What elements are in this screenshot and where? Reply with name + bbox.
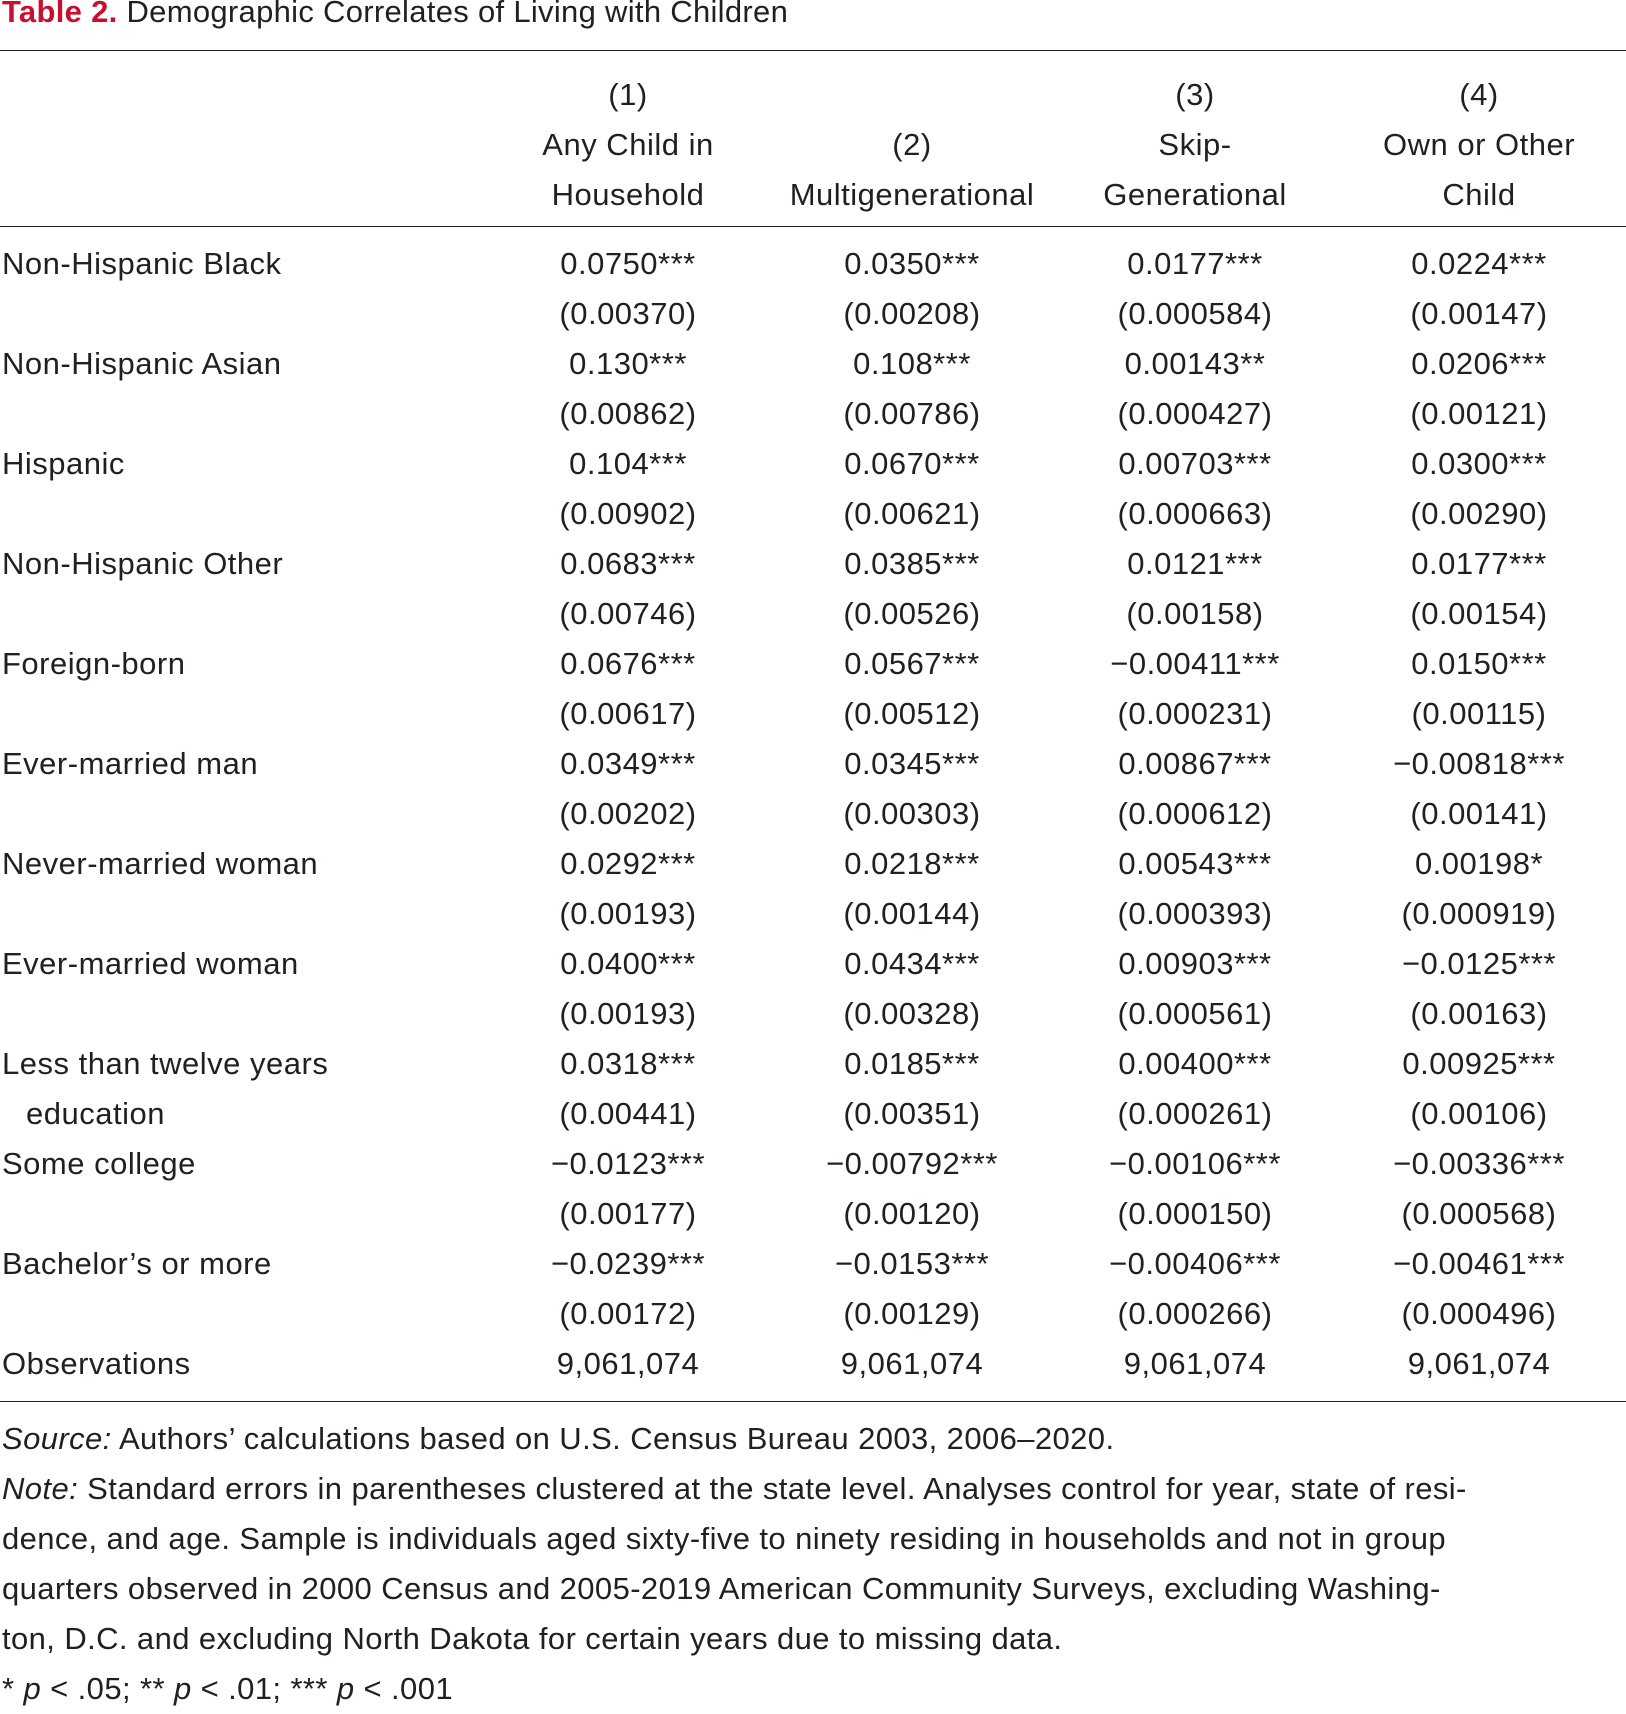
- row-label: Never-married woman: [2, 846, 319, 881]
- coef-cell: 0.108***: [853, 346, 971, 381]
- coef-cell: 0.130***: [569, 346, 687, 381]
- row-label: Non-Hispanic Black: [2, 246, 282, 281]
- coef-cell: 0.0177***: [1127, 246, 1263, 281]
- se-cell: (0.000150): [1117, 1196, 1273, 1231]
- sig-p: p: [23, 1671, 42, 1706]
- column-title-line1: Skip-: [1158, 127, 1232, 162]
- se-cell: (0.00158): [1126, 596, 1264, 631]
- table-row-coef: [0, 539, 1626, 589]
- coef-cell: 0.0185***: [844, 1046, 980, 1081]
- coef-cell: 0.0683***: [560, 546, 696, 581]
- se-cell: (0.00177): [559, 1196, 697, 1231]
- top-rule: [0, 50, 1626, 51]
- table-row-coef: [0, 339, 1626, 389]
- coef-cell: 0.0670***: [844, 446, 980, 481]
- coef-cell: 0.00903***: [1118, 946, 1272, 981]
- coef-cell: 0.0400***: [560, 946, 696, 981]
- se-cell: (0.00902): [559, 496, 697, 531]
- se-cell: (0.00163): [1410, 996, 1548, 1031]
- observations-cell: 9,061,074: [1407, 1346, 1551, 1381]
- table-caption: Demographic Correlates of Living with Children: [126, 0, 789, 29]
- table-row-se: [0, 1189, 1626, 1239]
- row-label: Some college: [2, 1146, 196, 1181]
- table-row-coef: [0, 939, 1626, 989]
- table-row-se: [0, 789, 1626, 839]
- coef-cell: 0.00198*: [1414, 846, 1544, 881]
- sig-text: < .01; ***: [191, 1671, 337, 1706]
- coef-cell: −0.00106***: [1109, 1146, 1281, 1181]
- se-cell: (0.00129): [843, 1296, 981, 1331]
- table-row-se: [0, 1089, 1626, 1139]
- se-cell: (0.00106): [1410, 1096, 1548, 1131]
- table-row-se: [0, 389, 1626, 439]
- header-rule: [0, 226, 1626, 227]
- se-cell: (0.00193): [559, 896, 697, 931]
- column-number: (4): [1459, 77, 1499, 112]
- se-cell: (0.00303): [843, 796, 981, 831]
- column-title-line2: Household: [551, 177, 705, 212]
- coef-cell: 0.0121***: [1127, 546, 1263, 581]
- coef-cell: −0.0239***: [550, 1246, 706, 1281]
- se-cell: (0.00526): [843, 596, 981, 631]
- se-cell: (0.000561): [1117, 996, 1273, 1031]
- table-title: [2, 0, 788, 34]
- table-row-coef: [0, 1139, 1626, 1189]
- coef-cell: 0.00867***: [1118, 746, 1272, 781]
- coef-cell: 0.0300***: [1411, 446, 1547, 481]
- coef-cell: 0.00543***: [1118, 846, 1272, 881]
- table-row-se: [0, 289, 1626, 339]
- source-note: [2, 1414, 1622, 1464]
- table-row-se: [0, 889, 1626, 939]
- table-row-se: [0, 1289, 1626, 1339]
- table-row-coef: [0, 739, 1626, 789]
- column-title-line2: Generational: [1103, 177, 1287, 212]
- table-row-coef: [0, 439, 1626, 489]
- se-cell: (0.000393): [1117, 896, 1273, 931]
- coef-cell: −0.0123***: [550, 1146, 706, 1181]
- note-line: [2, 1464, 1622, 1514]
- se-cell: (0.00621): [843, 496, 981, 531]
- coef-cell: 0.0434***: [844, 946, 980, 981]
- se-cell: (0.000231): [1117, 696, 1273, 731]
- se-cell: (0.000266): [1117, 1296, 1273, 1331]
- se-cell: (0.00141): [1410, 796, 1548, 831]
- coef-cell: 0.0350***: [844, 246, 980, 281]
- se-cell: (0.000612): [1117, 796, 1273, 831]
- column-title-line1: Own or Other: [1382, 127, 1576, 162]
- column-title-line1: Any Child in: [542, 127, 714, 162]
- table-row-coef: [0, 1039, 1626, 1089]
- se-cell: (0.000568): [1401, 1196, 1557, 1231]
- coef-cell: −0.0125***: [1401, 946, 1557, 981]
- column-spacer: [767, 70, 1057, 120]
- coef-cell: 0.0345***: [844, 746, 980, 781]
- se-cell: (0.000663): [1117, 496, 1273, 531]
- se-cell: (0.00617): [559, 696, 697, 731]
- coef-cell: 0.0218***: [844, 846, 980, 881]
- coef-cell: −0.0153***: [834, 1246, 990, 1281]
- bottom-rule: [0, 1401, 1626, 1402]
- se-cell: (0.00208): [843, 296, 981, 331]
- coef-cell: 0.0224***: [1411, 246, 1547, 281]
- table-row-coef: [0, 839, 1626, 889]
- coef-cell: 0.0676***: [560, 646, 696, 681]
- sig-p: p: [336, 1671, 355, 1706]
- se-cell: (0.000919): [1401, 896, 1557, 931]
- coef-cell: 0.0150***: [1411, 646, 1547, 681]
- row-label: Non-Hispanic Other: [2, 546, 284, 581]
- coef-cell: −0.00818***: [1393, 746, 1565, 781]
- row-label: Non-Hispanic Asian: [2, 346, 282, 381]
- note-label: Note:: [2, 1471, 79, 1506]
- observations-cell: 9,061,074: [556, 1346, 700, 1381]
- se-cell: (0.000261): [1117, 1096, 1273, 1131]
- column-header-1: [483, 70, 773, 220]
- source-text: Authors’ calculations based on U.S. Census Bureau 2003, 2006–2020.: [111, 1421, 1115, 1456]
- table-row-se: [0, 689, 1626, 739]
- se-cell: (0.00786): [843, 396, 981, 431]
- note-line: ton, D.C. and excluding North Dakota for certain years due to missing data.: [2, 1621, 1063, 1656]
- row-label: Observations: [2, 1346, 191, 1381]
- se-cell: (0.00746): [559, 596, 697, 631]
- coef-cell: 0.00400***: [1118, 1046, 1272, 1081]
- observations-row: [0, 1339, 1626, 1389]
- table-number: Table 2.: [2, 0, 118, 29]
- coef-cell: −0.00461***: [1393, 1246, 1565, 1281]
- se-cell: (0.00290): [1410, 496, 1548, 531]
- se-cell: (0.00115): [1411, 696, 1547, 731]
- observations-cell: 9,061,074: [1123, 1346, 1267, 1381]
- column-number: (1): [608, 77, 648, 112]
- row-label-continued: education: [26, 1096, 165, 1131]
- column-title-line2: Child: [1442, 177, 1516, 212]
- se-cell: (0.00172): [559, 1296, 697, 1331]
- significance-note: [2, 1664, 1622, 1714]
- se-cell: (0.00862): [559, 396, 697, 431]
- se-cell: (0.00512): [843, 696, 981, 731]
- observations-cell: 9,061,074: [840, 1346, 984, 1381]
- sig-p: p: [173, 1671, 192, 1706]
- row-label: Less than twelve years: [2, 1046, 329, 1081]
- se-cell: (0.00351): [843, 1096, 981, 1131]
- note-line: dence, and age. Sample is individuals aged sixty-five to ninety residing in households and not in group: [2, 1521, 1446, 1556]
- coef-cell: 0.00703***: [1118, 446, 1272, 481]
- coef-cell: 0.0349***: [560, 746, 696, 781]
- column-header-2: [767, 70, 1057, 220]
- se-cell: (0.00144): [843, 896, 981, 931]
- table-row-coef: [0, 639, 1626, 689]
- se-cell: (0.00147): [1410, 296, 1548, 331]
- coef-cell: 0.0567***: [844, 646, 980, 681]
- coef-cell: −0.00406***: [1109, 1246, 1281, 1281]
- se-cell: (0.000496): [1401, 1296, 1557, 1331]
- column-header-4: [1334, 70, 1624, 220]
- se-cell: (0.000427): [1117, 396, 1273, 431]
- se-cell: (0.00121): [1410, 396, 1548, 431]
- se-cell: (0.00154): [1410, 596, 1548, 631]
- se-cell: (0.00328): [843, 996, 981, 1031]
- column-title-line2: Multigenerational: [789, 177, 1035, 212]
- se-cell: (0.00202): [559, 796, 697, 831]
- row-label: Ever-married man: [2, 746, 259, 781]
- sig-text: < .001: [354, 1671, 453, 1706]
- coef-cell: 0.00925***: [1402, 1046, 1556, 1081]
- se-cell: (0.00193): [559, 996, 697, 1031]
- coef-cell: 0.00143**: [1124, 346, 1266, 381]
- table-row-se: [0, 489, 1626, 539]
- note-line: quarters observed in 2000 Census and 2005-2019 American Community Surveys, excluding Washing-: [2, 1571, 1441, 1606]
- note-text: Standard errors in parentheses clustered at the state level. Analyses control for year, state of resi-: [78, 1471, 1467, 1506]
- coef-cell: 0.0750***: [560, 246, 696, 281]
- se-cell: (0.00370): [559, 296, 697, 331]
- row-label: Hispanic: [2, 446, 125, 481]
- table-row-coef: [0, 239, 1626, 289]
- coef-cell: 0.104***: [569, 446, 687, 481]
- se-cell: (0.000584): [1117, 296, 1273, 331]
- coef-cell: 0.0292***: [560, 846, 696, 881]
- table-row-se: [0, 589, 1626, 639]
- table-notes: [2, 1414, 1622, 1714]
- column-number: (3): [1175, 77, 1215, 112]
- row-label: Ever-married woman: [2, 946, 299, 981]
- column-header-3: [1050, 70, 1340, 220]
- source-label: Source:: [2, 1421, 112, 1456]
- table-row-se: [0, 989, 1626, 1039]
- sig-text: < .05; **: [41, 1671, 174, 1706]
- se-cell: (0.00441): [559, 1096, 697, 1131]
- se-cell: (0.00120): [843, 1196, 981, 1231]
- sig-text: *: [2, 1671, 24, 1706]
- coef-cell: −0.00792***: [826, 1146, 998, 1181]
- row-label: Foreign-born: [2, 646, 186, 681]
- coef-cell: −0.00411***: [1110, 646, 1280, 681]
- coef-cell: 0.0206***: [1411, 346, 1547, 381]
- column-number: (2): [892, 127, 932, 162]
- row-label: Bachelor’s or more: [2, 1246, 272, 1281]
- coef-cell: 0.0177***: [1411, 546, 1547, 581]
- table-row-coef: [0, 1239, 1626, 1289]
- coef-cell: 0.0385***: [844, 546, 980, 581]
- coef-cell: 0.0318***: [560, 1046, 696, 1081]
- coef-cell: −0.00336***: [1393, 1146, 1565, 1181]
